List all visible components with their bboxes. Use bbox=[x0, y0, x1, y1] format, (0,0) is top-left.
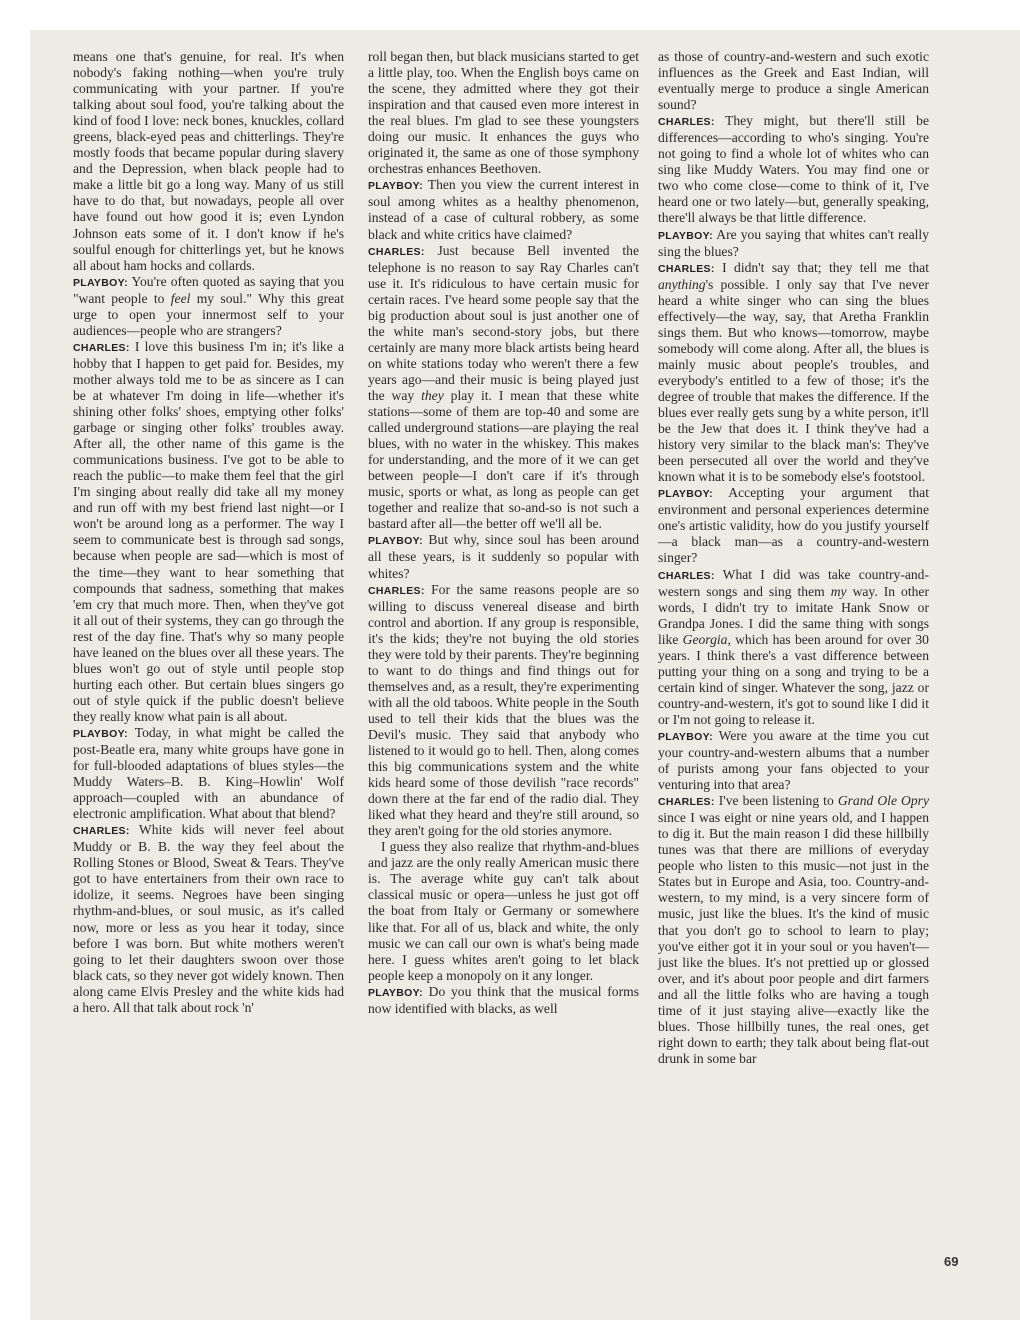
paragraph-text: They might, but there'll still be differences—according to who's singing. You're not going to find a whole lot of whites who can sing like Muddy Waters. You may find one or two who come close—come to think of it, I've heard one or two lately—but, generally speaking, there'll always be that little difference. bbox=[658, 113, 929, 226]
paragraph bbox=[658, 567, 929, 728]
emphasis-text: my bbox=[830, 583, 847, 599]
speaker-label: CHARLES: bbox=[658, 116, 715, 129]
paragraph bbox=[368, 582, 639, 840]
paragraph-text: For the same reasons people are so willing to discuss venereal disease and birth control and abortion. If any group is responsible, it's the kids; they're not buying the old stories they were told by their parents. They're beginning to want to do things and find things out for themselves and, as a result, they're experimenting with all the old taboos. White people in the South used to tell their kids that the blues was the Devil's music. They said that anybody who listened to it would go to hell. Then, along comes this big communications system and the white kids heard some of those devilish "race records" down there at the far end of the radio dial. They liked what they heard and they're still around, so they aren't going for the old stories anymore. bbox=[368, 581, 639, 839]
text-column-1 bbox=[73, 49, 344, 1016]
paragraph-text: way. In other words, I didn't try to imitate Hank Snow or Grandpa Jones. I did the same thing with songs like bbox=[658, 583, 929, 647]
paragraph-text: as those of country-and-western and such exotic influences as the Greek and East Indian, will eventually merge to produce a single American sound? bbox=[658, 49, 929, 113]
emphasis-text: Georgia, bbox=[682, 631, 731, 647]
speaker-label: CHARLES: bbox=[658, 796, 715, 809]
paragraph-text: Do you think that the musical forms now identified with blacks, as well bbox=[368, 983, 639, 1016]
paragraph-text: White kids will never feel about Muddy or B. B. the way they feel about the Rolling Stones or Blood, Sweat & Tears. They've got to have entertainers from their own race to idolize, it seems. Negroes have been singing rhythm-and-blues, or soul music, as it's called now, more or less as you hear it today, since before I was born. But white mothers weren't going to let their daughters swoon over those black cats, so they never got widely known. Then along came Elvis Presley and the white kids had a hero. All that talk about rock 'n' bbox=[73, 822, 344, 1015]
paragraph bbox=[73, 725, 344, 822]
paragraph-text: But why, since soul has been around all these years, is it suddenly so popular with whites? bbox=[368, 532, 639, 581]
emphasis-text: anything bbox=[658, 276, 706, 292]
paragraph bbox=[73, 339, 344, 725]
paragraph-text: I love this business I'm in; it's like a hobby that I happen to get paid for. Besides, my mother always told me to be as sincere as I can be at whatever I'm doing in life—whether it's shining other folks' shoes, emptying other folks' garbage or singing other folks' troubles away. After all, the other name of this game is the communications business. I've got to be able to reach the public—to make them feel that the girl I'm singing about really did take all my money and run off with my best friend last night—or I won't be around long as a performer. The way I seem to communicate best is through sad songs, because when people are sad—which is most of the time—they want to hear something that compounds that sadness, something that makes 'em cry that much more. Then, when they've got it all out of their systems, they can go through the rest of the day fine. That's why so many people have leaned on the blues over all these years. The blues won't go out of style until people stop hurting each other. But certain blues singers go out of style quick if the public doesn't believe they really know what pain is all about. bbox=[73, 338, 344, 724]
paragraph-text: What I did was take country-and-western songs and sing them bbox=[658, 566, 929, 599]
paragraph-text: I didn't say that; they tell me that bbox=[714, 259, 929, 275]
emphasis-text: Grand Ole Opry bbox=[837, 793, 929, 809]
speaker-label: PLAYBOY: bbox=[368, 535, 423, 548]
paragraph bbox=[368, 243, 639, 533]
speaker-label: CHARLES: bbox=[73, 341, 130, 354]
speaker-label: PLAYBOY: bbox=[73, 727, 128, 740]
text-column-3 bbox=[658, 49, 929, 1067]
paragraph bbox=[73, 49, 344, 274]
speaker-label: CHARLES: bbox=[658, 569, 715, 582]
paragraph-text: roll began then, but black musicians started to get a little play, too. When the English boys came on the scene, they admitted where they got their inspiration and that caused even more interest in the real blues. I'm glad to see these youngsters doing our music. It enhances the guys who originated it, the same as one of those symphony orchestras enhances Beethoven. bbox=[368, 49, 639, 177]
paragraph-text: 's possible. I only say that I've never heard a white singer who can sing the blues effectively—the way, say, that Aretha Franklin sings them. But who knows—tomorrow, maybe somebody will come along. After all, the blues is mainly music about people's troubles, and everybody's entitled to a few of those; it's the degree of trouble that makes the difference. If the blues ever really gets sung by a white person, it'll be the Jew that does it. I think they've had a history very similar to the black man's: They've been persecuted all over the world and they've known what it is to be somebody else's footstool. bbox=[658, 276, 929, 485]
paragraph-text: means one that's genuine, for real. It's when nobody's faking nothing—when you're truly communicating with your partner. If you're talking about soul food, you're talking about the kind of food I love: neck bones, knuckles, collard greens, black-eyed peas and chitterlings. They're mostly foods that became popular during slavery and the Depression, when black people had to make a little bit go a long way. Many of us still have to do that, but nowadays, people all over have found out how good it is; even Lyndon Johnson eats some of it. I don't know if he's soulful enough for chitterlings yet, but he knows all about ham hocks and collards. bbox=[73, 49, 344, 273]
emphasis-text: feel bbox=[170, 290, 191, 306]
paragraph-text: Just because Bell invented the telephone is no reason to say Ray Charles can't use it. It's ridiculous to have certain music for certain races. I've heard some people say that the big production about soul is just another one of the white man's second-story jobs, but there certainly are many more black artists being heard on white stations today who weren't there a few years ago—and their music is being played just the way bbox=[368, 242, 639, 403]
paragraph bbox=[73, 274, 344, 339]
speaker-label: CHARLES: bbox=[368, 584, 425, 597]
paragraph bbox=[658, 113, 929, 226]
speaker-label: PLAYBOY: bbox=[658, 229, 713, 242]
paragraph bbox=[658, 260, 929, 486]
paragraph bbox=[658, 49, 929, 113]
paragraph bbox=[368, 839, 639, 983]
paragraph-text: play it. I mean that these white stations—some of them are top-40 and some are called underground stations—are playing the real blues, with no water in the whiskey. This makes for understanding, and the more of it we can get between people—I don't care if it's through music, sports or what, as long as people can get together and realize that so-and-so is not such a bastard after all—the better off we'll all be. bbox=[368, 387, 639, 532]
paragraph bbox=[658, 227, 929, 260]
paragraph-text: my soul." Why this great urge to open your innermost self to your audiences—people who are strangers? bbox=[73, 290, 344, 338]
speaker-label: PLAYBOY: bbox=[73, 276, 128, 289]
speaker-label: CHARLES: bbox=[658, 262, 715, 275]
speaker-label: PLAYBOY: bbox=[658, 488, 713, 501]
paragraph bbox=[368, 532, 639, 581]
paragraph-text: You're often quoted as saying that you "want people to bbox=[73, 273, 344, 306]
paragraph bbox=[658, 793, 929, 1067]
emphasis-text: they bbox=[421, 387, 444, 403]
paragraph bbox=[658, 485, 929, 566]
paragraph bbox=[658, 728, 929, 793]
paragraph bbox=[368, 984, 639, 1017]
paragraph-text: Today, in what might be called the post-Beatle era, many white groups have gone in for full-blooded adaptations of blues styles—the Muddy Waters–B. B. King–Howlin' Wolf approach—coupled with an abundance of electronic amplification. What about that blend? bbox=[73, 724, 344, 822]
text-column-2 bbox=[368, 49, 639, 1017]
paragraph-text: Are you saying that whites can't really sing the blues? bbox=[658, 226, 929, 259]
paragraph bbox=[368, 177, 639, 242]
paragraph-text: which has been around for over 30 years. I think there's a vast difference between putting your thing on a song and trying to be a certain kind of singer. Whatever the song, jazz or country-and-western, it's got to sound like I did it or I'm not going to release it. bbox=[658, 631, 929, 727]
paragraph bbox=[368, 49, 639, 177]
speaker-label: CHARLES: bbox=[368, 245, 425, 258]
paragraph-text: Then you view the current interest in soul among whites as a healthy phenomenon, instead of a case of cultural robbery, as some black and white critics have claimed? bbox=[368, 177, 639, 242]
speaker-label: PLAYBOY: bbox=[368, 986, 423, 999]
speaker-label: CHARLES: bbox=[73, 825, 130, 838]
paragraph-text: since I was eight or nine years old, and I happen to dig it. But the main reason I did these hillbilly tunes was that there are millions of everyday people who listen to this music—not just in the States but in Europe and Asia, too. Country-and-western, to my mind, is a very sincere form of music, just like the blues. It's the kind of music that you don't go to school to learn to play; you've either got it in your soul or you haven't—just like the blues. It's not prettied up or glossed over, and it's about poor people and dirt farmers and all the little folks who are having a tough time of it just staying alive—exactly like the blues. Those hillbilly tunes, the real ones, get right down to earth; they talk about being flat-out drunk in some bar bbox=[658, 810, 929, 1066]
paragraph-text: Were you aware at the time you cut your country-and-western albums that a number of purists among your fans objected to your venturing into that area? bbox=[658, 727, 929, 793]
speaker-label: PLAYBOY: bbox=[368, 180, 423, 193]
page-number: 69 bbox=[944, 1254, 959, 1269]
speaker-label: PLAYBOY: bbox=[658, 730, 713, 743]
paragraph bbox=[73, 822, 344, 1016]
paragraph-text: I guess they also realize that rhythm-and-blues and jazz are the only really American music there is. The average white guy can't talk about classical music or opera—unless he just got off the boat from Italy or Germany or somewhere like that. For all of us, black and white, the only music we can call our own is what's being made here. I guess whites aren't going to let black people keep a monopoly on it any longer. bbox=[368, 839, 639, 983]
paragraph-text: Accepting your argument that environment and personal experiences determine one's artistic validity, how do you justify yourself—a black man—as a country-and-western singer? bbox=[658, 485, 929, 566]
paragraph-text: I've been listening to bbox=[714, 793, 838, 809]
